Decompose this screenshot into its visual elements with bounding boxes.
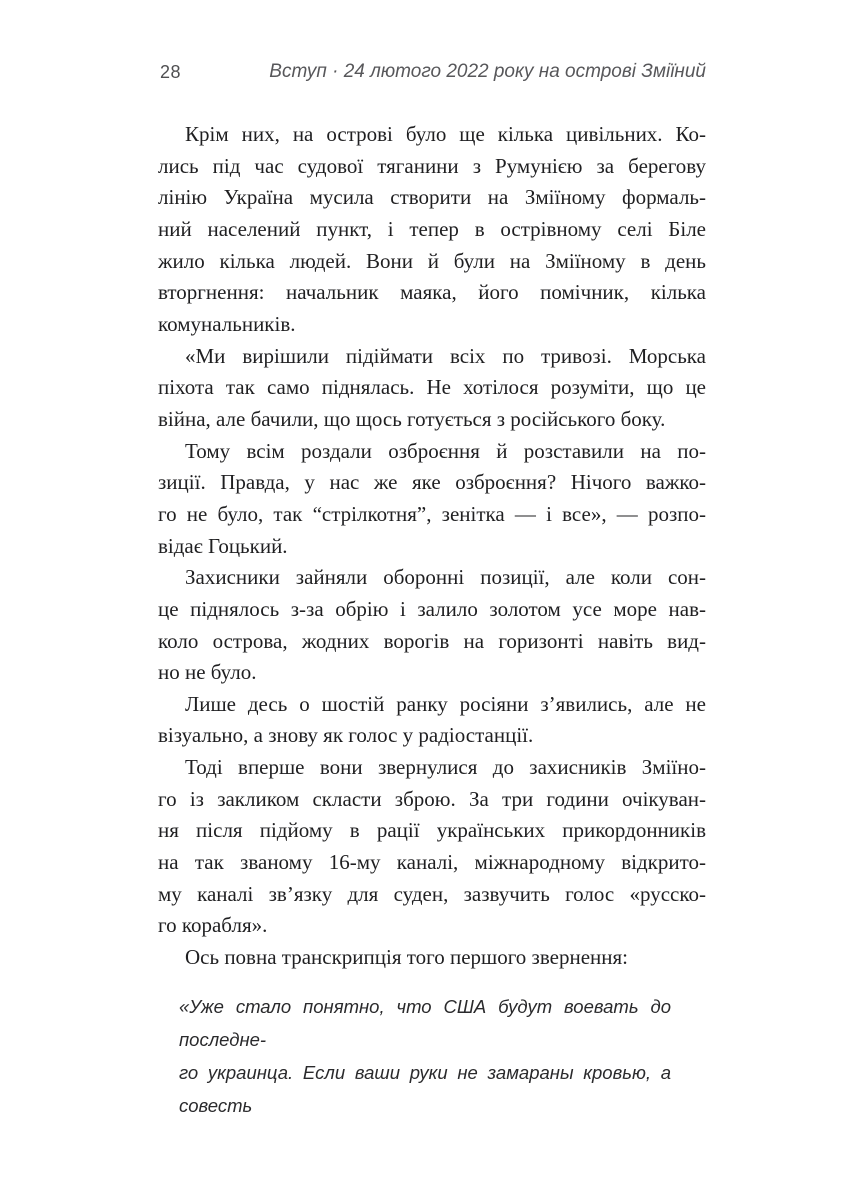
text-line: на так званому 16-му каналі, міжнародному відкрито- xyxy=(158,850,706,875)
text-line: ний населений пункт, і тепер в острівному селі Біле xyxy=(158,216,706,241)
body-text xyxy=(158,119,706,974)
text-line: лись під час судової тяганини з Румунією за берегову xyxy=(158,153,706,178)
text-line: го украинца. Если ваши руки не замараны кровью, а совесть xyxy=(179,1062,671,1116)
text-line: Тоді вперше вони звернулися до захисників Зміїно- xyxy=(185,755,706,780)
paragraph xyxy=(158,119,706,341)
text-line: го із закликом скласти зброю. За три години очікуван- xyxy=(158,786,706,811)
text-line: вторгнення: начальник маяка, його помічник, кілька xyxy=(158,280,706,305)
text-line: зиції. Правда, у нас же яке озброєння? Нічого важко- xyxy=(158,470,706,495)
text-line: коло острова, жодних ворогів на горизонті навіть вид- xyxy=(158,628,706,653)
text-line: го корабля». xyxy=(158,913,268,938)
paragraph xyxy=(158,942,706,974)
text-line: му каналі зв’язку для суден, зазвучить голос «русско- xyxy=(158,881,706,906)
text-line: комунальників. xyxy=(158,311,296,336)
text-line: Тому всім роздали озброєння й розставили на по- xyxy=(185,438,706,463)
page-number: 28 xyxy=(160,62,182,82)
text-line: Ось повна транскрипція того першого звернення: xyxy=(185,945,628,970)
text-line: Крім них, на острові було ще кілька цивільних. Ко- xyxy=(185,122,706,146)
text-line: Захисники зайняли оборонні позиції, але коли сон- xyxy=(185,565,706,590)
text-line: відає Гоцький. xyxy=(158,533,288,558)
text-line: жило кілька людей. Вони й були на Зміїному в день xyxy=(158,248,706,273)
transcript-quote xyxy=(179,990,671,1122)
paragraph xyxy=(158,436,706,563)
paragraph xyxy=(179,990,671,1122)
text-line: Лише десь о шостій ранку росіяни з’явились, але не xyxy=(185,691,706,716)
text-line: но не було. xyxy=(158,660,257,685)
paragraph xyxy=(158,341,706,436)
text-line: го не було, так “стрілкотня”, зенітка — і все», — розпо- xyxy=(158,501,706,526)
text-line: лінію Україна мусила створити на Зміїному формаль- xyxy=(158,185,706,210)
text-line: війна, але бачили, що щось готується з російського боку. xyxy=(158,406,666,431)
paragraph xyxy=(158,562,706,689)
page-header xyxy=(158,61,706,87)
text-line: ня після підйому в рації українських прикордонників xyxy=(158,818,706,843)
text-line: це піднялось з-за обрію і залило золотом усе море нав- xyxy=(158,596,706,621)
text-line: «Ми вирішили підіймати всіх по тривозі. Морська xyxy=(185,343,706,368)
text-line: піхота так само піднялась. Не хотілося розуміти, що це xyxy=(158,375,706,400)
paragraph xyxy=(158,752,706,942)
paragraph xyxy=(158,689,706,752)
text-line: візуально, а знову як голос у радіостанції. xyxy=(158,723,534,748)
text-line: «Уже стало понятно, что США будут воевать до последне- xyxy=(179,996,671,1050)
running-head: Вступ · 24 лютого 2022 року на острові Зміїний xyxy=(269,61,706,82)
